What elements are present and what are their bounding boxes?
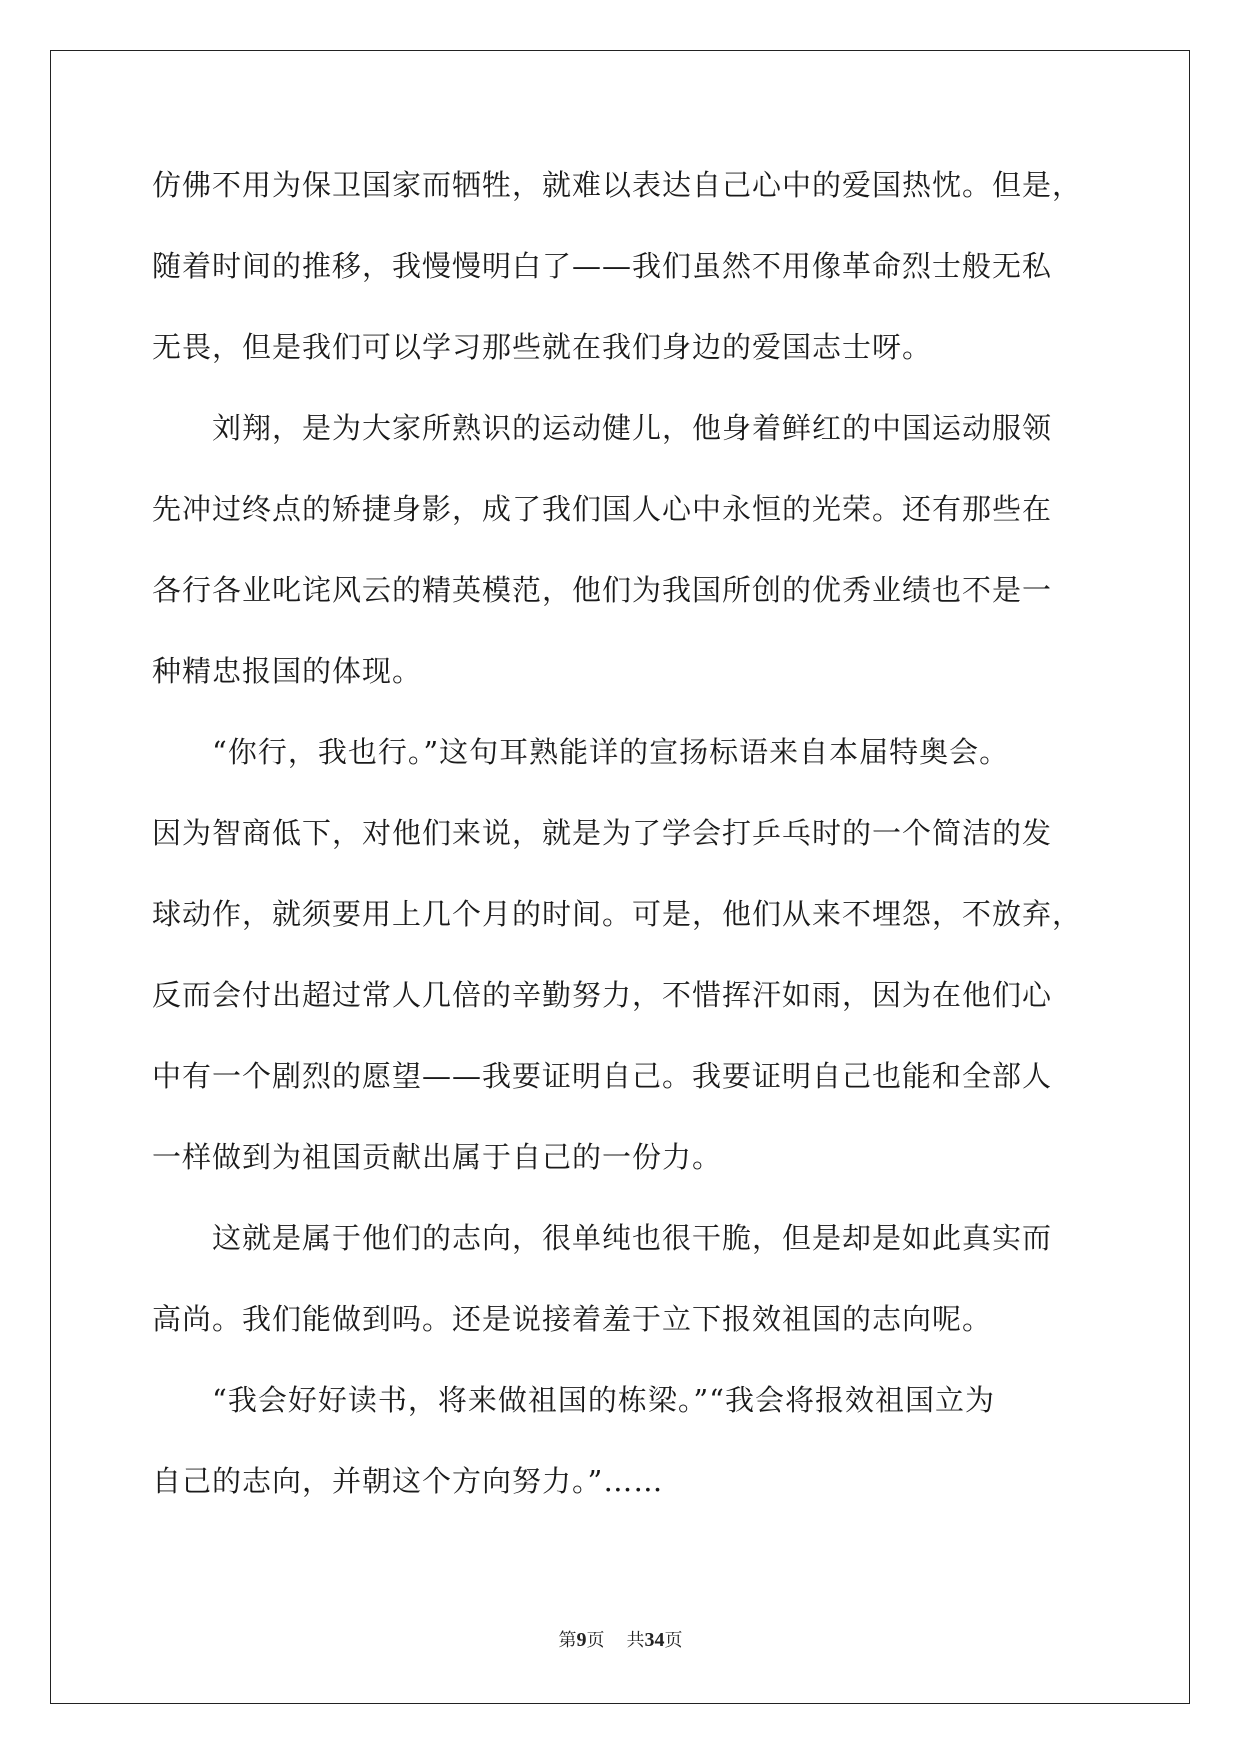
text-line-4: 刘翔，是为大家所熟识的运动健儿，他身着鲜红的中国运动服领	[212, 411, 1053, 445]
text-line-6: 各行各业叱诧风云的精英模范，他们为我国所创的优秀业绩也不是一	[152, 573, 1053, 607]
total-pages: 34	[644, 1629, 665, 1651]
page-prefix: 第	[558, 1630, 577, 1651]
text-line-15: 高尚。我们能做到吗。还是说接着羞于立下报效祖国的志向呢。	[152, 1302, 993, 1336]
text-line-9: 因为智商低下，对他们来说，就是为了学会打乒乓时的一个简洁的发	[152, 816, 1053, 850]
text-line-1: 仿佛不用为保卫国家而牺牲，就难以表达自己心中的爱国热忱。但是，	[152, 168, 1083, 202]
text-line-17: 自己的志向，并朝这个方向努力。”……	[152, 1464, 664, 1498]
text-line-13: 一样做到为祖国贡献出属于自己的一份力。	[152, 1140, 723, 1174]
text-line-8: “你行，我也行。”这句耳熟能详的宣扬标语来自本届特奥会。	[212, 735, 1010, 769]
text-line-2: 随着时间的推移，我慢慢明白了——我们虽然不用像革命烈士般无私	[152, 249, 1053, 283]
text-line-11: 反而会付出超过常人几倍的辛勤努力，不惜挥汗如雨，因为在他们心	[152, 978, 1053, 1012]
page-footer	[0, 1626, 1241, 1652]
text-line-14: 这就是属于他们的志向，很单纯也很干脆，但是却是如此真实而	[212, 1221, 1053, 1255]
document-body	[152, 158, 1088, 1535]
text-line-12: 中有一个剧烈的愿望——我要证明自己。我要证明自己也能和全部人	[152, 1059, 1053, 1093]
page-number: 9	[576, 1629, 587, 1651]
text-line-5: 先冲过终点的矫捷身影，成了我们国人心中永恒的光荣。还有那些在	[152, 492, 1053, 526]
total-prefix: 共	[626, 1630, 645, 1651]
text-line-16: “我会好好读书，将来做祖国的栋梁。”“我会将报效祖国立为	[212, 1383, 995, 1417]
text-line-3: 无畏，但是我们可以学习那些就在我们身边的爱国志士呀。	[152, 330, 933, 364]
text-line-10: 球动作，就须要用上几个月的时间。可是，他们从来不埋怨，不放弃，	[152, 897, 1083, 931]
total-suffix: 页	[664, 1630, 683, 1651]
text-line-7: 种精忠报国的体现。	[152, 654, 423, 688]
page-suffix: 页	[586, 1630, 605, 1651]
